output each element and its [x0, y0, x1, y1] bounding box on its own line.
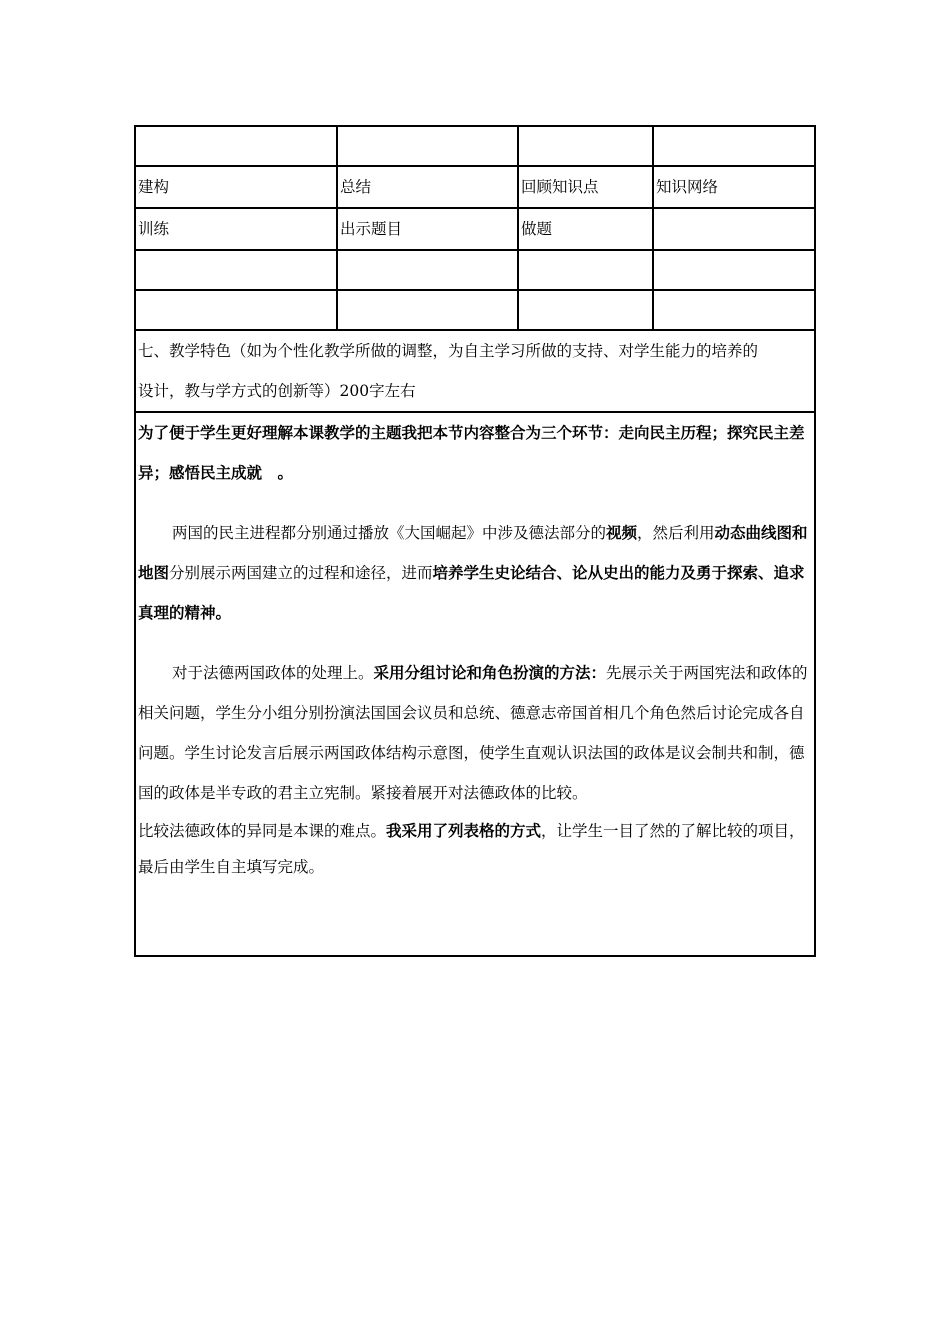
table-cell — [135, 250, 337, 290]
table-cell: 训练 — [135, 208, 337, 250]
text-span: 两国的民主进程都分别通过播放《大国崛起》中涉及德法部分的 — [172, 524, 607, 542]
bold-text: 采用分组讨论和角色扮演的方法： — [373, 664, 607, 682]
text-span: 分别展示两国建立的过程和途径，进而 — [169, 564, 433, 582]
table-cell: 总结 — [337, 166, 518, 208]
bold-text: 视频 — [606, 524, 638, 542]
bold-text: 动态曲线图和地图 — [138, 524, 808, 582]
section-heading — [135, 330, 815, 412]
bold-text: 培养学生史论结合、论从史出的能力及勇于探索、追求真理的精神。 — [138, 564, 805, 622]
text-span: ，然后利用 — [637, 524, 715, 542]
table-row — [135, 250, 815, 290]
bold-text: 我采用了列表格的方式 — [386, 822, 542, 840]
section-heading-row — [135, 330, 815, 412]
table-cell — [518, 250, 653, 290]
table-cell — [653, 290, 815, 330]
section-heading-line: 设计，教与学方式的创新等）200字左右 — [138, 382, 416, 400]
table-cell — [135, 126, 337, 166]
lesson-plan-table — [134, 125, 816, 957]
table-cell — [135, 290, 337, 330]
paragraph-comparison — [138, 813, 812, 885]
table-row — [135, 126, 815, 166]
section-heading-line: 七、教学特色（如为个性化教学所做的调整，为自主学习所做的支持、对学生能力的培养的 — [138, 342, 759, 360]
table-cell — [337, 250, 518, 290]
table-row — [135, 290, 815, 330]
table-cell — [337, 126, 518, 166]
table-row — [135, 166, 815, 208]
paragraph-summary — [138, 413, 812, 493]
paragraph-method — [138, 653, 812, 813]
table-cell: 知识网络 — [653, 166, 815, 208]
table-cell — [653, 250, 815, 290]
section-body-row — [135, 412, 815, 956]
table-cell — [518, 290, 653, 330]
table-cell: 建构 — [135, 166, 337, 208]
text-span: 比较法德政体的异同是本课的难点。 — [138, 822, 387, 840]
bold-text: 为了便于学生更好理解本课教学的主题我把本节内容整合为三个环节：走向民主历程；探究民主差异；感悟民主成就 。 — [138, 424, 805, 482]
table-row — [135, 208, 815, 250]
table-cell: 回顾知识点 — [518, 166, 653, 208]
table-cell: 做题 — [518, 208, 653, 250]
table-cell — [653, 208, 815, 250]
paragraph-process — [138, 513, 812, 633]
text-span: 对于法德两国政体的处理上。 — [172, 664, 374, 682]
table-cell: 出示题目 — [337, 208, 518, 250]
table-cell — [518, 126, 653, 166]
table-cell — [337, 290, 518, 330]
text-span: 先展示关于两国宪法和政体的相关问题，学生分小组分别扮演法国国会议员和总统、德意志帝国首相几个角色然后讨论完成各自问题。学生讨论发言后展示两国政体结构示意图，使学生直观认识法国的政体是议会制共和制，德国的政体是半专政的君主立宪制。紧接着展开对法德政体的比较。 — [138, 664, 808, 802]
text-span: ，让学生一目了然的了解比较的项目，最后由学生自主填写完成。 — [138, 822, 805, 876]
section-body — [135, 412, 815, 956]
table-cell — [653, 126, 815, 166]
